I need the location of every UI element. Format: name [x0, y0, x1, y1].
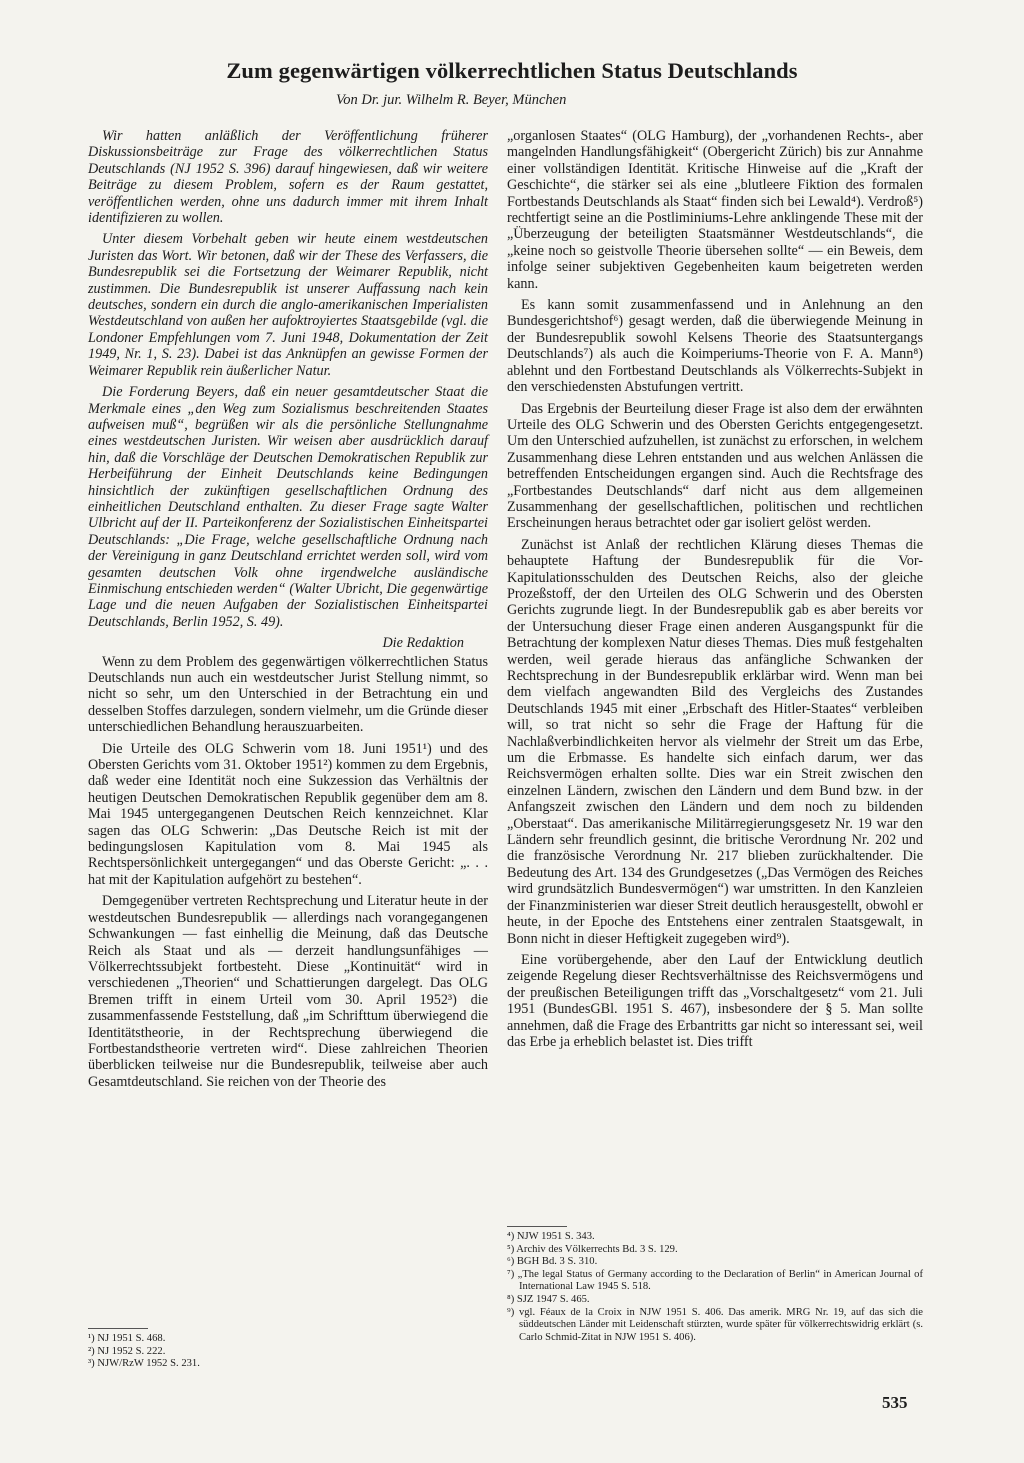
right-column [507, 128, 923, 1055]
body-paragraph: Demgegenüber vertreten Rechtsprechung und Literatur heute in der westdeutschen Bundesrepublik — allerdings nach vorangegangenen Schwankungen — fast einhellig die Meinung, daß das Deutsche Reich als Staat und als — derzeit handlungsunfähiges — Völkerrechtssubjekt fortbesteht. Diese „Kontinuität“ wird in verschiedenen „Theorien“ und Schattierungen dargelegt. Das OLG Bremen trifft in einem Urteil vom 30. April 1952³) die zusammenfassende Feststellung, daß „im Schrifttum überwiegend die Identitätstheorie, in der Rechtsprechung überwiegend die Fortbestandstheorie vertreten wird“. Diese zahlreichen Theorien überblicken teilweise nur die Bundesrepublik, teilweise aber auch Gesamtdeutschland. Sie reichen von der Theorie des [88, 893, 488, 1090]
editorial-signature: Die Redaktion [382, 635, 464, 652]
body-paragraph: „organlosen Staates“ (OLG Hamburg), der „vorhandenen Rechts-, aber mangelnden Handlungsfähigkeit“ (Obergericht Zürich) bis zur Annahme einer vollständigen Identität. Kritische Hinweise auf die „Kraft der Geschichte“, die stärker sei als eine „blutleere Fiktion des formalen Fortbestands Deutschlands als Staat“ finden sich bei Lewald⁴). Verdroß⁵) rechtfertigt seine an die Postliminiums-Lehre anklingende These mit der „Überzeugung der beteiligten Staatsmänner Westdeutschlands“, die „keine noch so geistvolle Theorie übersehen sollte“ — ein Beweis, dem infolge seiner subjektiven Gegebenheiten kaum beigetreten werden kann. [507, 128, 923, 292]
editorial-note-paragraph: Wir hatten anläßlich der Veröffentlichung früherer Diskussionsbeiträge zur Frage des völkerrechtlichen Status Deutschlands (NJ 1952 S. 396) darauf hingewiesen, daß wir weitere Beiträge zu diesem Problem, sofern es der Raum gestattet, veröffentlichen werden, ohne uns dadurch immer mit ihrem Inhalt identifizieren zu wollen. [88, 128, 488, 227]
footnote-separator-right [507, 1226, 567, 1227]
footnote: ²) NJ 1952 S. 222. [88, 1345, 166, 1357]
editorial-note-paragraph: Unter diesem Vorbehalt geben wir heute einem westdeutschen Juristen das Wort. Wir betonen, daß wir der These des Verfassers, die Bundesrepublik sei die Fortsetzung der Weimarer Republik, nicht zustimmen. Die Bundesrepublik ist unserer Auffassung nach kein deutsches, sondern ein durch die anglo-amerikanischen Imperialisten Westdeutschland von außen her aufoktroyiertes Staatsgebilde (vgl. die Londoner Empfehlungen vom 7. Juni 1948, Dokumentation der Zeit 1949, Nr. 1, S. 23). Dabei ist das Anknüpfen an gewisse Formen der Weimarer Republik rein äußerlicher Natur. [88, 231, 488, 379]
editorial-note-paragraph: Die Forderung Beyers, daß ein neuer gesamtdeutscher Staat die Merkmale eines „den Weg zum Sozialismus beschreitenden Staates aufweisen muß“, begrüßen wir als die persönliche Stellungnahme eines westdeutschen Juristen. Wir weisen aber ausdrücklich darauf hin, daß die Vorschläge der Deutschen Demokratischen Republik zur Herbeiführung der Einheit Deutschlands keine Bedingungen hinsichtlich der zukünftigen gesellschaftlichen Ordnung des einheitlichen Deutschland enthalten. Zu dieser Frage sagte Walter Ulbricht auf der II. Parteikonferenz der Sozialistischen Einheitspartei Deutschlands: „Die Frage, welche gesellschaftliche Ordnung nach der Vereinigung in ganz Deutschland errichtet werden soll, wird vom gesamten deutschen Volk ohne irgendwelche ausländische Einmischung entschieden werden“ (Walter Ubricht, Die gegenwärtige Lage und die neuen Aufgaben der Sozialistischen Einheitspartei Deutschlands, Berlin 1952, S. 49). [88, 384, 488, 630]
article-byline: Von Dr. jur. Wilhelm R. Beyer, München [336, 92, 567, 108]
footnote: ⁵) Archiv des Völkerrechts Bd. 3 S. 129. [507, 1243, 678, 1255]
footnote: ⁷) „The legal Status of Germany according to the Declaration of Berlin“ in American Journal of International Law 1945 S. 518. [507, 1268, 923, 1293]
body-paragraph: Eine vorübergehende, aber den Lauf der Entwicklung deutlich zeigende Regelung dieser Rechtsverhältnisse des Reichsvermögens und der preußischen Beteiligungen trifft das „Vorschaltgesetz“ vom 21. Juli 1951 (BundesGBl. 1951 S. 467), insbesondere der § 5. Man sollte annehmen, daß die Frage des Erbantritts gar nicht so interessant sei, weil das Erbe ja erheblich belastet ist. Dies trifft [507, 951, 923, 1050]
body-paragraph: Die Urteile des OLG Schwerin vom 18. Juni 1951¹) und des Obersten Gerichts vom 31. Oktober 1951²) kommen zu dem Ergebnis, daß weder eine Identität noch eine Sukzession das Verhältnis der heutigen Deutschen Demokratischen Republik gegenüber dem am 8. Mai 1945 untergegangenen Deutschen Reich kennzeichnet. Klar sagen das OLG Schwerin: „Das Deutsche Reich ist mit der bedingungslosen Kapitulation vom 8. Mai 1945 als Rechtspersönlichkeit untergegangen“ und das Oberste Gericht: „. . . hat mit der Kapitulation aufgehört zu bestehen“. [88, 740, 488, 888]
body-paragraph: Das Ergebnis der Beurteilung dieser Frage ist also dem der erwähnten Urteile des OLG Schwerin und des Obersten Gerichts entgegengesetzt. Um den Unterschied aufzuhellen, ist zunächst zu erforschen, in welchem Zusammenhang diese Lehren entstanden und aus welchen Anlässen die betreffenden Entscheidungen ergangen sind. Auch die Rechtsfrage des „Fortbestandes Deutschlands“ darf nicht aus dem allgemeinen Zusammenhang der gesellschaftlichen, politischen und rechtlichen Erscheinungen heraus betrachtet oder gar isoliert gelöst werden. [507, 400, 923, 532]
footnote: ⁶) BGH Bd. 3 S. 310. [507, 1256, 598, 1268]
page-number: 535 [882, 1393, 908, 1412]
footnotes-left [88, 1333, 488, 1371]
footnote: ³) NJW/RzW 1952 S. 231. [88, 1358, 200, 1370]
footnote: ¹) NJ 1951 S. 468. [88, 1333, 166, 1344]
footnotes-right [507, 1231, 923, 1344]
footnote: ⁴) NJW 1951 S. 343. [507, 1231, 595, 1242]
body-paragraph: Es kann somit zusammenfassend und in Anlehnung an den Bundesgerichtshof⁶) gesagt werden, daß die überwiegende Meinung in der Bundesrepublik sowohl Kelsens Theorie des Staatsuntergangs Deutschlands⁷) als auch die Koimperiums-Theorie von F. A. Mann⁸) ablehnt und den Fortbestand Deutschlands als Völkerrechts-Subjekt in den verschiedensten Abstufungen vertritt. [507, 297, 923, 396]
left-column [88, 128, 488, 1095]
footnote: ⁹) vgl. Féaux de la Croix in NJW 1951 S. 406. Das amerik. MRG Nr. 19, auf das sich die süddeutschen Länder mit Leidenschaft stürzten, wurde später für völkerrechtswidrig erklärt (s. Carlo Schmid-Zitat in NJW 1951 S. 406). [507, 1306, 923, 1343]
article-title: Zum gegenwärtigen völkerrechtlichen Status Deutschlands [226, 58, 798, 83]
footnote: ⁸) SJZ 1947 S. 465. [507, 1293, 590, 1305]
body-paragraph: Zunächst ist Anlaß der rechtlichen Klärung dieses Themas die behauptete Haftung der Bundesrepublik für die Vor-Kapitulationsschulden des Deutschen Reichs, also der gleiche Prozeßstoff, der den Urteilen des OLG Schwerin und des Obersten Gerichts zugrunde liegt. In der Bundesrepublik gab es aber bereits vor der Untersuchung dieser Frage einen anderen Ausgangspunkt für die Betrachtung der komplexen Natur dieses Themas. Dies muß festgehalten werden, weil gerade hieraus das anfängliche Schwanken der Rechtsprechung in der Bundesrepublik erklärbar wird. Wenn man bei dem vielfach angewandten Bild des Vergleichs des Zustandes Deutschlands 1945 mit einer „Erbschaft des Hitler-Staates“ verbleiben will, so trat nicht so sehr die Frage der Haftung für die Nachlaßverbindlichkeiten hervor als vielmehr der Streit um das Erbe, um die Erbmasse. Es handelte sich einfach darum, wer das Reichsvermögen erhalten sollte. Dies war ein Streit zwischen den einzelnen Ländern, zwischen den Ländern und dem Bund bzw. in der Anfangszeit zwischen den Ländern und dem noch zu bildenden „Oberstaat“. Das amerikanische Militärregierungsgesetz Nr. 19 war den Ländern sehr freundlich gesinnt, die britische Verordnung Nr. 202 und die französische Verordnung Nr. 217 blieben zurückhaltender. Die Bedeutung des Art. 134 des Grundgesetzes („Das Vermögen des Reiches wird grundsätzlich Bundesvermögen“) war umstritten. In den Kanzleien der Finanzministerien war dieser Streit deutlich herausgestellt, obwohl er heute, in der Epoche des Entstehens einer zentralen Staatsgewalt, in Bonn nicht in dieser Heftigkeit zugegeben wird⁹). [507, 536, 923, 947]
body-paragraph: Wenn zu dem Problem des gegenwärtigen völkerrechtlichen Status Deutschlands nun auch ein westdeutscher Jurist Stellung nimmt, so nicht so sehr, um den Unterschied in der Betrachtung ein und desselben Stoffes darzulegen, sondern vielmehr, um die Gründe dieser unterschiedlichen Behandlung herauszuarbeiten. [88, 653, 488, 736]
footnote-separator-left [88, 1328, 148, 1329]
